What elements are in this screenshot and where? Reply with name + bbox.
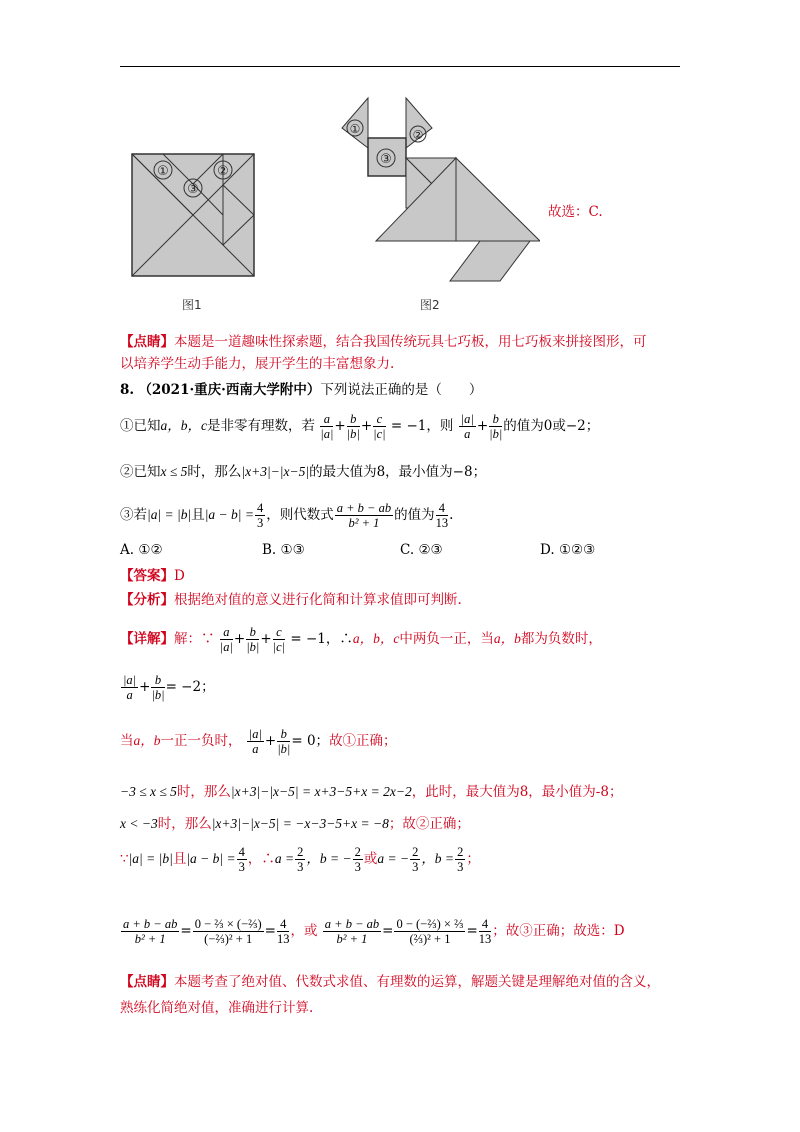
- option-c: C. ②③: [400, 542, 443, 558]
- question-stem: [120, 380, 482, 400]
- piece-2-label: ②: [217, 164, 229, 179]
- piece-1-label: ①: [157, 164, 169, 179]
- detail-line-5: x < −3时，那么|x+3|−|x−5| = −x−3−5+x = −8；故②正确；: [120, 816, 470, 832]
- tangram-figure-2: [340, 96, 540, 286]
- question-source: （2021·重庆·西南大学附中）: [138, 382, 321, 398]
- header-rule: [120, 66, 680, 67]
- comment-text: 本题是一道趣味性探索题，结合我国传统玩具七巧板，用七巧板来拼接图形，可: [174, 334, 647, 350]
- conclusion-text: 故选：C.: [548, 204, 603, 220]
- detail-line-2: $\frac{|a|}{a}$ + $\frac{b}{|b|}$ = −2；: [123, 673, 215, 702]
- piece-3-label-fig2: ③: [380, 152, 392, 167]
- answer-line: 【答案】D: [120, 568, 185, 584]
- detail-line-1: 【详解】解：∵ $\frac{a}{|a|}$ + $\frac{b}{|b|}$ + $\frac{c}{|c|}$ = −1，∴a，b，c中两负一正，当a，b都为负数时，: [120, 625, 602, 654]
- option-d: D. ①②③: [540, 542, 596, 558]
- statement-2: ②已知x ≤ 5时，那么|x+3|−|x−5|的最大值为8，最小值为−8；: [120, 464, 487, 480]
- tangram-figure-1: [130, 150, 260, 280]
- question-number: 8.: [120, 382, 135, 398]
- statement-1: ①已知a，b，c是非零有理数，若 $\frac{a}{|a|}$ + $\frac{b}{|b|}$ + $\frac{c}{|c|}$ = −1，则 $\frac{|a|}{a}$ + $\frac{b}{|b|}$ 的值为0或−2；: [120, 412, 600, 441]
- piece-3-label: ③: [187, 182, 199, 197]
- comment-1-line-1: [120, 332, 647, 352]
- figure-1-caption: 图1: [182, 298, 202, 312]
- question-text: 下列说法正确的是（ ）: [320, 382, 483, 398]
- option-b: B. ①③: [262, 542, 305, 558]
- detail-line-7: $\frac{a + b - ab}{\text{b² + 1}}$ = $\frac{\text{0 − ⅔ × (−⅔)}}{\text{(−⅔)² + 1}}$ = $\frac{4}{13}$ ，或 $\frac{a + b - ab}{\text{b² + 1}}$ = $\frac{\text{0 − (−⅔) × ⅔}}{\text{(⅔)² + 1}}$ = $\frac{4}{13}$ ；故③正确；故选：D: [123, 917, 625, 946]
- detail-line-3: 当a，b一正一负时， $\frac{|a|}{a}$ + $\frac{b}{|b|}$ = 0；故①正确；: [120, 727, 397, 756]
- comment-2-line-2: 熟练化简绝对值，准确进行计算.: [120, 1000, 314, 1016]
- comment-1-line-2: [120, 354, 394, 374]
- analysis-line: 【分析】根据绝对值的意义进行化简和计算求值即可判断.: [120, 592, 462, 608]
- detail-line-6: ∵|a| = |b|且|a − b| = $\frac{4}{3}$ ，∴a = $\frac{2}{3}$ ，b = − $\frac{2}{3}$ 或a = − $\frac{2}{3}$ ，b = $\frac{2}{3}$ ；: [120, 845, 480, 874]
- piece-2-label-fig2: ②: [412, 128, 424, 142]
- statement-3: ③若|a| = |b|且|a − b| = $\frac{4}{3}$ ，则代数式 $\frac{a + b - ab}{\text{b² + 1}}$ 的值为 $\frac{4}{13}$ .: [120, 501, 454, 530]
- piece-1-label-fig2: ①: [349, 122, 361, 136]
- figure-2-caption: 图2: [420, 298, 440, 312]
- comment-text: 以培养学生动手能力，展开学生的丰富想象力.: [120, 356, 395, 372]
- option-a: A. ①②: [120, 542, 163, 558]
- detail-line-4: −3 ≤ x ≤ 5时，那么|x+3|−|x−5| = x+3−5+x = 2x−2，此时，最大值为8，最小值为-8；: [120, 784, 623, 800]
- comment-2-line-1: 【点睛】本题考查了绝对值、代数式求值、有理数的运算，解题关键是理解绝对值的含义，: [120, 974, 660, 990]
- comment-tag: 【点睛】: [120, 334, 174, 350]
